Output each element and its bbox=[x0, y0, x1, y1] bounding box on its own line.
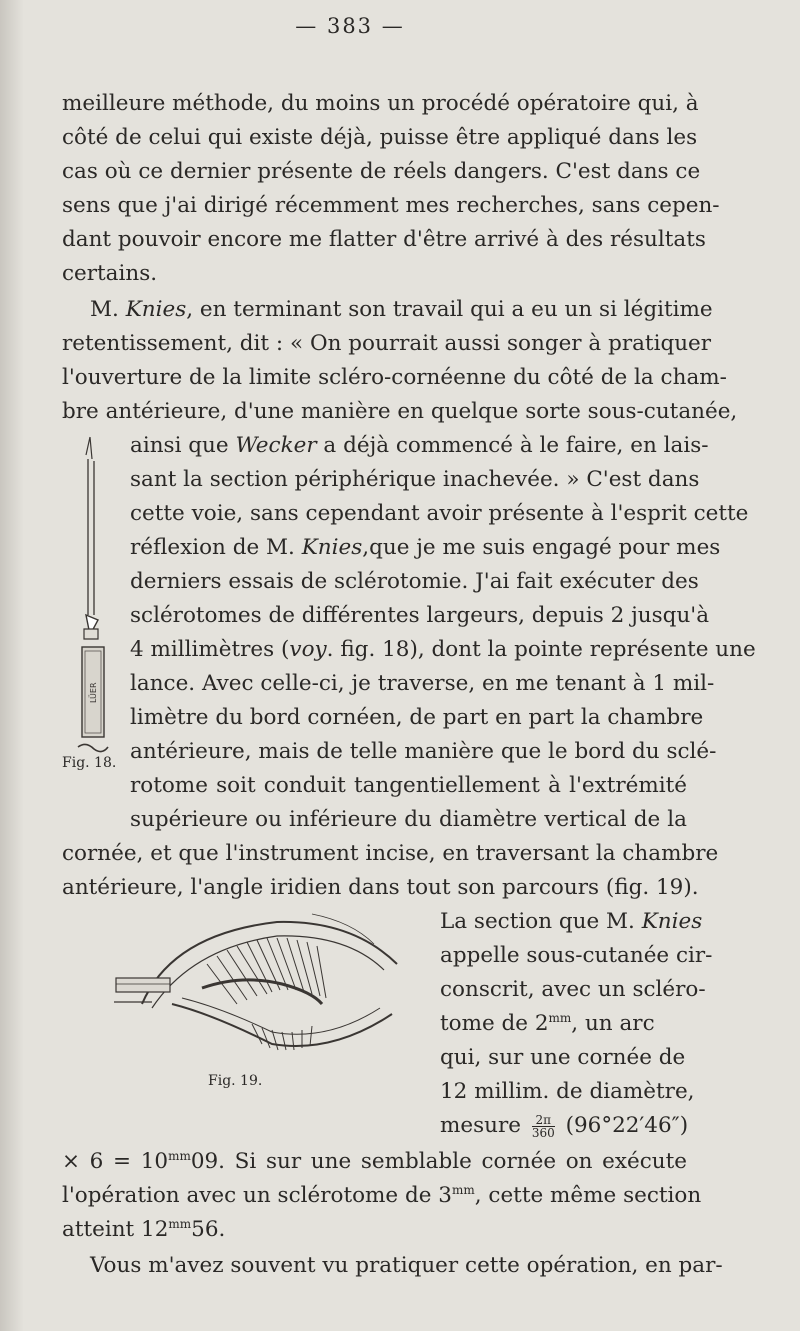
text-line: réflexion de M. Knies,que je me suis engagé pour mes bbox=[130, 535, 721, 560]
text-line: mesure $\frac{2\pi}{360}$ (96°22′46″) bbox=[440, 1112, 689, 1140]
text-line: 4 millimètres (voy. fig. 18), dont la pointe représente une bbox=[130, 637, 756, 662]
page-number: — 383 — bbox=[295, 14, 405, 38]
text-line: cette voie, sans cependant avoir présente à l'esprit cette bbox=[130, 501, 749, 526]
text-line: côté de celui qui existe déjà, puisse être appliqué dans les bbox=[62, 125, 698, 150]
figure-18-label: Fig. 18. bbox=[62, 755, 117, 771]
text-line: sclérotomes de différentes largeurs, depuis 2 jusqu'à bbox=[130, 603, 710, 628]
text-line: sant la section périphérique inachevée. » C'est dans bbox=[130, 467, 700, 492]
text-line: meilleure méthode, du moins un procédé opératoire qui, à bbox=[62, 91, 699, 116]
text-line: 12 millim. de diamètre, bbox=[440, 1079, 695, 1104]
text-line: Vous m'avez souvent vu pratiquer cette opération, en par- bbox=[90, 1253, 723, 1278]
text-line: supérieure ou inférieure du diamètre vertical de la bbox=[130, 807, 687, 832]
text-line: sens que j'ai dirigé récemment mes recherches, sans cepen- bbox=[62, 193, 720, 218]
text-line: dant pouvoir encore me flatter d'être arrivé à des résultats bbox=[62, 227, 706, 252]
text-line: conscrit, avec un scléro- bbox=[440, 977, 706, 1002]
text-line: ainsi que Wecker a déjà commencé à le faire, en lais- bbox=[130, 433, 709, 458]
handle-inscription: LÜER bbox=[89, 682, 98, 703]
text-line: l'opération avec un sclérotome de $3^{mm}$, cette même section bbox=[62, 1182, 702, 1208]
eye-section-figure bbox=[112, 904, 432, 1064]
text-line: derniers essais de sclérotomie. J'ai fait exécuter des bbox=[130, 569, 699, 594]
text-line: M. Knies, en terminant son travail qui a eu un si légitime bbox=[90, 297, 713, 322]
text-line: qui, sur une cornée de bbox=[440, 1045, 686, 1070]
text-line: retentissement, dit : « On pourrait aussi songer à pratiquer bbox=[62, 331, 712, 356]
figure-19-label: Fig. 19. bbox=[208, 1073, 263, 1089]
text-line: antérieure, mais de telle manière que le bord du sclé- bbox=[130, 739, 717, 764]
text-line: limètre du bord cornéen, de part en part la chambre bbox=[130, 705, 704, 730]
text-line: La section que M. Knies bbox=[440, 909, 703, 934]
text-line: rotome soit conduit tangentiellement à l'extrémité bbox=[130, 773, 687, 798]
text-line: × $6 = 10^{mm}09$. Si sur une semblable cornée on exécute bbox=[62, 1148, 687, 1174]
binding-shadow bbox=[0, 0, 24, 1331]
text-line: antérieure, l'angle iridien dans tout son parcours (fig. 19). bbox=[62, 875, 699, 900]
text-line: bre antérieure, d'une manière en quelque sorte sous-cutanée, bbox=[62, 399, 738, 424]
sclerotome-figure bbox=[68, 435, 118, 775]
text-line: atteint $12^{mm}56$. bbox=[62, 1216, 226, 1242]
text-line: cornée, et que l'instrument incise, en traversant la chambre bbox=[62, 841, 719, 866]
fraction: $\frac{2\pi}{360}$ bbox=[531, 1112, 555, 1140]
text-line: lance. Avec celle-ci, je traverse, en me tenant à 1 mil- bbox=[130, 671, 715, 696]
text-line: l'ouverture de la limite scléro-cornéenne du côté de la cham- bbox=[62, 365, 727, 390]
text-line: certains. bbox=[62, 261, 158, 286]
text-line: tome de $2^{mm}$, un arc bbox=[440, 1010, 655, 1036]
text-line: appelle sous-cutanée cir- bbox=[440, 943, 713, 968]
text-line: cas où ce dernier présente de réels dangers. C'est dans ce bbox=[62, 159, 701, 184]
